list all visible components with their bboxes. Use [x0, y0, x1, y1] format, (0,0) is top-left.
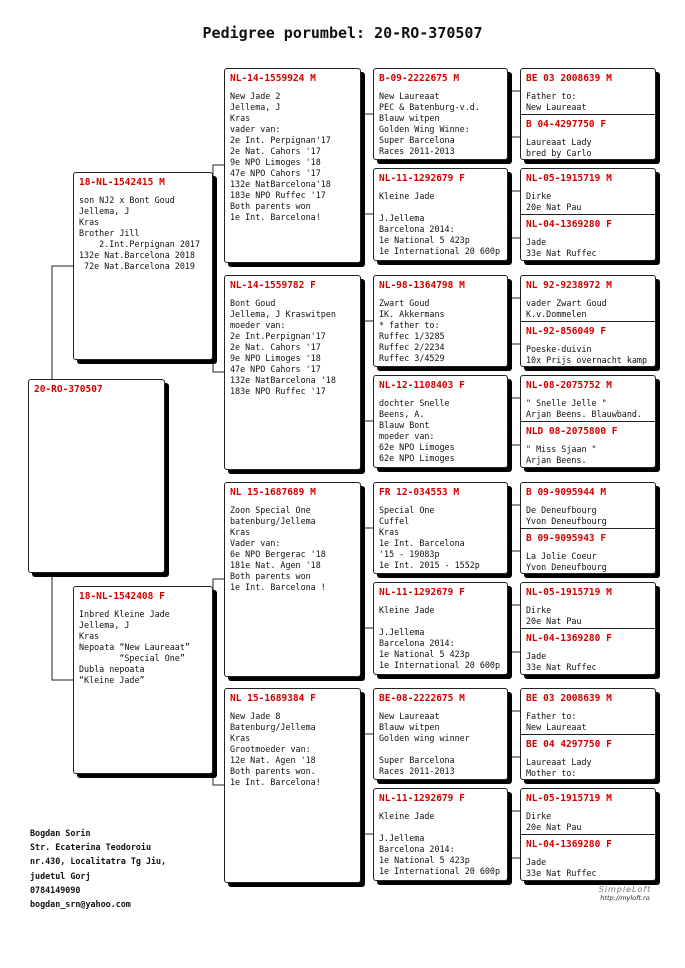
gen4-sire-ring: NL-05-1915719 M [526, 793, 612, 804]
great-grandparent-notes: dochter Snelle Beens, A. Blauw Bont moeder van: 62e NPO Limoges 62e NPO Limoges [379, 398, 455, 463]
gen4-pair-card[interactable] [520, 275, 656, 367]
owner-email: bogdan_srn@yahoo.com [30, 899, 131, 910]
owner-address-street: Str. Ecaterina Teodoroiu [30, 842, 152, 853]
great-grandparent-notes: Special One Cuffel Kras 1e Int. Barcelona '15 - 19083p 1e Int. 2015 - 1552p [379, 505, 480, 570]
brand-signature-logo: SimpleLoft [598, 885, 652, 894]
parent-card-sire[interactable] [73, 172, 213, 360]
gen4-sire-notes: Father to: New Laureaat [526, 711, 587, 732]
gen4-dam-notes: Jade 33e Nat Ruffec [526, 651, 597, 672]
gen4-dam-notes: Laureaat Lady Mother to: [526, 757, 592, 778]
connector-bracket [361, 528, 373, 628]
gen4-dam-ring: B 09-9095943 F [526, 533, 607, 544]
owner-address-locality: nr.430, Localitatra Tg Jiu, [30, 856, 167, 867]
gen4-dam-ring: NLD 08-2075800 F [526, 426, 618, 437]
gen4-pair-card[interactable] [520, 688, 656, 780]
gen4-dam-ring: NL-92-856049 F [526, 326, 607, 337]
gen4-dam-ring: B 04-4297750 F [526, 119, 607, 130]
great-grandparent-ring: NL-12-1108403 F [379, 380, 465, 391]
gen4-sire-notes: Father to: New Laureaat [526, 91, 587, 112]
gen4-pair-card[interactable] [520, 788, 656, 881]
parent-ring: 18-NL-1542408 F [79, 591, 165, 602]
gen4-sire-notes: De Deneufbourg Yvon Deneufbourg [526, 505, 607, 526]
gen4-pair-card[interactable] [520, 168, 656, 261]
gen4-dam-notes: " Miss Sjaan " Arjan Beens. [526, 444, 597, 465]
great-grandparent-card[interactable] [373, 375, 508, 468]
owner-phone: 0784149090 [30, 884, 81, 895]
gen4-pair-card[interactable] [520, 482, 656, 574]
gen4-sire-notes: Dirke 20e Nat Pau [526, 191, 582, 212]
gen4-dam-ring: NL-04-1369280 F [526, 633, 612, 644]
grandparent-ring: NL-14-1559924 M [230, 73, 316, 84]
brand-url[interactable]: http://myloft.ro [600, 894, 650, 902]
gen4-dam-notes: Poeske-duivin 10x Prijs overnacht kamp [526, 344, 648, 365]
great-grandparent-ring: BE-08-2222675 M [379, 693, 465, 704]
gen4-sire-ring: BE 03 2008639 M [526, 73, 612, 84]
parent-card-dam[interactable] [73, 586, 213, 774]
great-grandparent-notes: Kleine Jade J.Jellema Barcelona 2014: 1e National 5 423p 1e International 20 600p [379, 191, 501, 256]
great-grandparent-notes: Kleine Jade J.Jellema Barcelona 2014: 1e National 5 423p 1e International 20 600p [379, 605, 501, 670]
great-grandparent-ring: NL-98-1364798 M [379, 280, 465, 291]
great-grandparent-card[interactable] [373, 688, 508, 780]
gen4-pair-card[interactable] [520, 582, 656, 675]
connector-bracket [508, 398, 520, 445]
parent-notes: Inbred Kleine Jade Jellema, J Kras Nepoata “New Laureaat” “Special One” Dubla nepoata “Kleine Jade” [79, 609, 190, 685]
grandparent-notes: Bont Goud Jellema, J Kraswitpen moeder van: 2e Int.Perpignan'17 2e Nat. Cahors '17 9e NPO Limoges '18 47e NPO Cahors '17 132e NatBarcelona '18 183e NPO Ruffec '17 [230, 298, 336, 396]
great-grandparent-card[interactable] [373, 582, 508, 675]
page-title: Pedigree porumbel: 20-RO-370507 [202, 24, 483, 42]
grandparent-notes: New Jade 8 Batenburg/Jellema Kras Grootmoeder van: 12e Nat. Agen '18 Both parents won. 1e Int. Barcelona! [230, 711, 321, 787]
gen4-dam-ring: NL-04-1369280 F [526, 839, 612, 850]
grandparent-notes: New Jade 2 Jellema, J Kras vader van: 2e Int. Perpignan'17 2e Nat. Cahors '17 9e NPO Limoges '18 47e NPO Cahors '17 132e NatBarcelona'18 183e NPO Ruffec '17 Both parents won 1e Int. Barcelona! [230, 91, 331, 222]
owner-contact-block [30, 826, 166, 911]
connector-bracket [213, 165, 224, 372]
great-grandparent-ring: NL-11-1292679 F [379, 587, 465, 598]
grandparent-card[interactable] [224, 688, 361, 883]
connector-bracket [508, 191, 520, 238]
connector-bracket [361, 114, 373, 214]
parent-ring: 18-NL-1542415 M [79, 177, 165, 188]
connector-bracket [508, 811, 520, 858]
grandparent-ring: NL 15-1689384 F [230, 693, 316, 704]
great-grandparent-card[interactable] [373, 275, 508, 367]
brand-mark [595, 885, 655, 902]
gen4-sire-ring: BE 03 2008639 M [526, 693, 612, 704]
gen4-sire-notes: " Snelle Jelle " Arjan Beens. Blauwband. [526, 398, 642, 419]
grandparent-ring: NL 15-1687689 M [230, 487, 316, 498]
great-grandparent-ring: FR 12-034553 M [379, 487, 460, 498]
grandparent-ring: NL-14-1559782 F [230, 280, 316, 291]
owner-county: judetul Gorj [30, 870, 91, 881]
gen4-sire-ring: NL-08-2075752 M [526, 380, 612, 391]
connector-bracket [508, 605, 520, 652]
great-grandparent-ring: NL-11-1292679 F [379, 173, 465, 184]
gen4-pair-card[interactable] [520, 375, 656, 468]
gen4-sire-notes: Dirke 20e Nat Pau [526, 605, 582, 626]
gen4-sire-ring: NL-05-1915719 M [526, 173, 612, 184]
owner-name: Bogdan Sorin [30, 828, 91, 838]
connector-bracket [213, 579, 224, 785]
gen4-sire-ring: B 09-9095944 M [526, 487, 607, 498]
great-grandparent-notes: New Laureaat Blauw witpen Golden wing winner Super Barcelona Races 2011-2013 [379, 711, 470, 776]
gen4-dam-ring: NL-04-1369280 F [526, 219, 612, 230]
gen4-sire-notes: vader Zwart Goud K.v.Dommelen [526, 298, 607, 319]
connector-bracket [361, 321, 373, 421]
great-grandparent-notes: Zwart Goud IK. Akkermans * father to: Ruffec 1/3285 Ruffec 2/2234 Ruffec 3/4529 [379, 298, 445, 363]
great-grandparent-card[interactable] [373, 168, 508, 261]
grandparent-card[interactable] [224, 275, 361, 470]
great-grandparent-card[interactable] [373, 68, 508, 160]
great-grandparent-card[interactable] [373, 482, 508, 574]
great-grandparent-notes: New Laureaat PEC & Batenburg-v.d. Blauw witpen Golden Wing Winne: Super Barcelona Races 2011-2013 [379, 91, 480, 156]
gen4-dam-notes: Jade 33e Nat Ruffec [526, 237, 597, 258]
great-grandparent-ring: B-09-2222675 M [379, 73, 460, 84]
gen4-pair-card[interactable] [520, 68, 656, 160]
great-grandparent-card[interactable] [373, 788, 508, 881]
grandparent-card[interactable] [224, 68, 361, 263]
gen4-sire-ring: NL 92-9238972 M [526, 280, 612, 291]
gen4-dam-ring: BE 04 4297750 F [526, 739, 612, 750]
gen4-dam-notes: La Jolie Coeur Yvon Deneufbourg [526, 551, 607, 572]
gen4-dam-notes: Jade 33e Nat Ruffec [526, 857, 597, 878]
grandparent-card[interactable] [224, 482, 361, 677]
connector-bracket [508, 298, 520, 344]
great-grandparent-notes: Kleine Jade J.Jellema Barcelona 2014: 1e National 5 423p 1e International 20 600p [379, 811, 501, 876]
subject-card[interactable] [28, 379, 165, 573]
connector-bracket [508, 91, 520, 137]
subject-ring: 20-RO-370507 [34, 384, 103, 395]
parent-notes: son NJ2 x Bont Goud Jellema, J Kras Brother Jill 2.Int.Perpignan 2017 132e Nat.Barcelona 2018 72e Nat.Barcelona 2019 [79, 195, 201, 271]
connector-bracket [361, 734, 373, 834]
connector-bracket [508, 711, 520, 757]
great-grandparent-ring: NL-11-1292679 F [379, 793, 465, 804]
connector-bracket [508, 505, 520, 551]
gen4-sire-notes: Dirke 20e Nat Pau [526, 811, 582, 832]
gen4-sire-ring: NL-05-1915719 M [526, 587, 612, 598]
gen4-dam-notes: Laureaat Lady bred by Carlo [526, 137, 592, 158]
grandparent-notes: Zoon Special One batenburg/Jellema Kras Vader van: 6e NPO Bergerac '18 181e Nat. Agen '18 Both parents won 1e Int. Barcelona ! [230, 505, 326, 592]
